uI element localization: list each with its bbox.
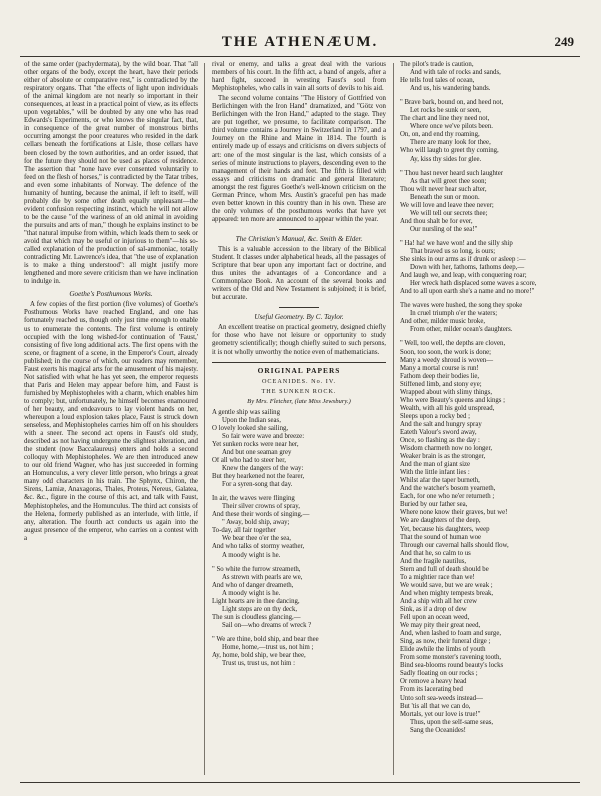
verse-line: Wrapped about with slimy things,: [400, 388, 493, 396]
verse-line: And but one seaman grey: [222, 448, 292, 456]
verse-line: " We are thine, bold ship, and bear thee: [212, 635, 319, 643]
verse-line: Sail on—who dreams of wreck ?: [222, 621, 312, 629]
original-papers-heading: ORIGINAL PAPERS: [257, 365, 341, 375]
verse-line: And us, his wandering bands.: [410, 85, 491, 93]
verse-line: She sinks in our arms as if drunk or asleep :—: [400, 256, 526, 264]
verse-line: Wisdom charmeth now no longer,: [400, 445, 493, 453]
verse-line: Home, home,—trust us, not him ;: [222, 644, 314, 651]
verse-line: A moody wight is he.: [222, 551, 281, 559]
verse-line: Ay, home, bold ship, we bear thee,: [212, 652, 306, 660]
verse-line: But 'tis all that we can do,: [400, 702, 471, 710]
verse-line: We would save, but we are weak ;: [400, 581, 493, 589]
paragraph: This is a valuable accession to the library of the Biblical Student. It classes under alphabetical heads, all the passages of Scripture that bear upon any important fact or doctrine, and thus unites the advantages of a Concordance and a Commonplace Book. An account of the several books and writers of the Old and New Testament is subjoined; it is brief, but accurate.: [212, 245, 386, 302]
series-title: OCEANIDES. No. IV.: [261, 377, 337, 385]
verse-line: As that will greet thee soon;: [410, 177, 487, 185]
verse-line: Their silver crowns of spray,: [222, 503, 300, 511]
verse-line: That braved us so long, is ours;: [410, 247, 496, 255]
verse-line: And a ship with all her crew: [400, 597, 478, 605]
verse-line: And who talks of stormy weather,: [212, 543, 305, 551]
verse-line: Where none know their graves, but we!: [400, 509, 508, 517]
section-heading-useful-geometry: Useful Geometry. By C. Taylor.: [254, 313, 344, 322]
column-3: [400, 61, 578, 779]
verse-line: From its lacerating bed: [400, 686, 463, 694]
verse-line: Or remove a heavy head: [400, 678, 467, 686]
verse-line: Soon, too soon, the work is done;: [400, 348, 492, 356]
poem-byline: By Mrs. Fletcher, (late Miss Jewsbury.): [247, 397, 351, 405]
verse-line: Sadly floating on our rocks ;: [400, 670, 478, 678]
verse-line: Thus, upon the self-same seas,: [410, 718, 494, 726]
verse-line: Who were Beauty's queens and kings ;: [400, 396, 506, 404]
verse-line: And with tale of rocks and sands,: [410, 69, 501, 77]
verse-line: Buried by our father sea,: [400, 501, 468, 509]
paragraph: An excellent treatise on practical geometry, designed chiefly for those who have not leisure or opportunity to study geometry scientifically; though chiefly suited to such persons, it is not wholly unworthy the notice even of mathematicians.: [212, 324, 386, 356]
verse-line: Many a mortal course is run!: [400, 364, 479, 372]
verse-line: Trust us, trust us, not him :: [222, 660, 296, 668]
verse-line: A gentle ship was sailing: [212, 408, 280, 416]
page-header: [20, 34, 580, 54]
column-divider: [393, 63, 394, 775]
verse-line: From some monster's ravening tooth,: [400, 654, 502, 662]
verse-line: Our nursling of the sea!": [410, 225, 478, 233]
poem-verses-continued: [400, 61, 578, 735]
verse-line: And that he, so calm to us: [400, 549, 471, 557]
verse-line: The chart and line they need not,: [400, 115, 490, 123]
column-1: [24, 61, 198, 779]
verse-line: We bear thee o'er the sea,: [222, 535, 291, 543]
verse-line: Unto soft sea-weeds instead—: [400, 694, 483, 702]
verse-line: Mortals, yet our love is true!": [400, 710, 481, 718]
paragraph: rival or enemy, and talks a great deal with the various members of his court. In the fifth act, a band of angels, after a hard fight, succeed in wresting Faust's soul from Mephistopheles, who calls in vain all sorts of devils to his aid.: [212, 61, 386, 93]
poem-title: THE SUNKEN ROCK.: [261, 387, 337, 395]
verse-line: Fathom deep their bodies lie,: [400, 372, 480, 380]
verse-line: We are daughters of the deep,: [400, 517, 481, 525]
verse-line: And the man of giant size: [400, 461, 471, 469]
poem-verses: [212, 409, 386, 668]
verse-line: He tells foul tales of ocean,: [400, 77, 475, 85]
paragraph: The second volume contains "The History of Gottfried von Berlichingen with the Iron Hand" dramatized, and "Götz von Berlichingen with the Iron Hand," adapted to the stage. They are put together, we presume, to facilitate comparison. The third volume contains a Journey in Switzerland in 1797, and a Journey on the Rhine and Maine in 1814. The fourth is entirely made up of essays and criticisms on divers subjects of art: one of the most singular is the last, which consists of a series of minute instructions to players, descending even to the management of their hands and feet. The fifth is filled with essays and criticisms on dramatic and general literature; amongst the rest figures Goethe's well-known criticism on the German Prince, whom Mrs. Austin's graceful pen has made even better known in this country than in his own. These are the only volumes of the posthumous works that have yet appeared: ten more are announced to appear within the year.: [212, 95, 386, 223]
verse-line: Her wreck hath displaced some waves a score,: [410, 280, 537, 288]
verse-line: Stern and full of death should be: [400, 565, 489, 573]
verse-line: And who of danger dreameth,: [212, 581, 294, 589]
verse-line: Let rocks be sunk or seen,: [410, 107, 481, 115]
verse-line: The sun is cloudless glancing,—: [212, 613, 301, 621]
verse-line: But they hearkened not the fearer,: [212, 473, 305, 481]
verse-line: The waves were hushed, the song they spoke: [400, 302, 523, 310]
verse-line: Many a weedy shroud is woven—: [400, 356, 494, 364]
column-divider: [204, 63, 205, 775]
verse-line: And other, milder music broke,: [400, 318, 486, 326]
verse-line: Down with her, fathoms, fathoms deep,—: [410, 264, 525, 272]
verse-line: So fair were wave and breeze:: [222, 432, 305, 440]
verse-line: Beneath the sun or moon.: [410, 193, 480, 201]
verse-line: Eateth Valour's sword away,: [400, 428, 477, 436]
verse-line: To a mightier race than we!: [400, 573, 475, 581]
section-rule: [212, 362, 386, 363]
verse-line: And the salt and hungry spray: [400, 420, 482, 428]
section-heading-goethe: Goethe's Posthumous Works.: [69, 290, 153, 299]
divider: [279, 307, 319, 308]
verse-line: Sang the Oceanides!: [410, 726, 466, 734]
paragraph: of the same order (pachydermata), by the wild boar. That "all other organs of the body, except the heart, have their periods either of absolute or comparative rest," is contradicted by the respiratory organs. That "the effects of light upon individuals of the animal kingdom are not nearly so important in their consequences, at least in a practical point of view, as its effects upon vegetables," will be doubted by any one who has read Edwards's Experiments, or who knows the singular fact, that, in consequence of the great number of monstrous births occurring amongst the poor creatures who resided in the dark cellars beneath the fortifications at Lisle, those cellars have been closed by the town authorities, and an order issued, that for the future they should not be used as places of residence. The assertion that "none have ever consented voluntarily to feed on the flesh of horses," is contradicted by the Tatar tribes, and even some inhabitants of Norway. The defence of the humanity of hunting, because the animal, if left to itself, will probably die by some other death equally unpleasant—the evident confusion respecting instinct, which he will not allow to be the cause "of the wariness of an old animal in avoiding the pursuits and arts of man," though he explains instinct to be "that natural impulse from within, which leads them to seek or avoid that which may be useful or injurious to them"—his so-called explanation of the production of sal-ammoniac, totally contradicting Mr. Lawrence's idea, that "the use of explanation is to make a thing understood": all might justify more lengthened and more severe criticism than we have inclination to indulge in.: [24, 61, 198, 286]
page-number: 249: [554, 34, 574, 49]
verse-line: " Ha! ha! we have won! and the silly ship: [400, 239, 513, 247]
verse-line: Stiffened limb, and stony eye;: [400, 380, 482, 388]
divider: [279, 229, 319, 230]
verse-line: From other, milder ocean's daughters.: [410, 326, 513, 334]
verse-line: Ay, kiss thy sides for glee.: [410, 155, 482, 163]
verse-line: Sing, as now, their funeral dirge ;: [400, 638, 491, 646]
verse-line: And to all upon earth she's a name and no more!": [400, 288, 535, 296]
verse-line: " So white the furrow streameth,: [212, 565, 301, 573]
verse-line: With the little infant lies :: [400, 469, 470, 477]
column-2: [212, 61, 386, 779]
section-heading-christians-manual: The Christian's Manual, &c. Smith & Elder.: [235, 234, 363, 243]
verse-line: Through our cavernal halls should flow,: [400, 541, 509, 549]
verse-line: There are many look for thee,: [410, 139, 491, 147]
verse-line: And the fragile nautilus,: [400, 557, 467, 565]
verse-line: " Away, bold ship, away;: [222, 519, 290, 527]
verse-line: We will tell our secrets thee;: [410, 209, 488, 217]
verse-line: Yet, because his daughters, weep: [400, 525, 490, 533]
verse-line: And, when lashed to foam and surge,: [400, 630, 502, 638]
verse-line: And these their words of singing,—: [212, 511, 310, 519]
footer-rule: [20, 782, 580, 783]
verse-line: That the sound of human woe: [400, 533, 481, 541]
verse-line: " Brave bark, bound on, and heed not,: [400, 99, 504, 107]
verse-line: Each, for one who ne'er returneth ;: [400, 493, 495, 501]
verse-line: We will love and leave thee never;: [400, 201, 494, 209]
verse-line: To-day, all fair together: [212, 527, 277, 535]
verse-line: In cruel triumph o'er the waters;: [410, 310, 498, 318]
verse-line: O lovely looked she sailing,: [212, 424, 289, 432]
verse-line: Yet sunken rocks were near her,: [212, 440, 299, 448]
verse-line: " Thou hast never heard such laughter: [400, 169, 504, 177]
verse-line: And when mighty tempests break,: [400, 589, 494, 597]
verse-line: We may pity their great need,: [400, 622, 481, 630]
verse-line: As strewn with pearls are we,: [222, 573, 303, 581]
verse-line: Knew the dangers of the way:: [222, 465, 304, 473]
verse-line: Whilst afar the taper burneth,: [400, 477, 480, 485]
verse-line: Light steps are on thy deck,: [222, 605, 298, 613]
verse-line: Sink, as if a drop of dew: [400, 606, 467, 613]
paragraph: A few copies of the first portion (five volumes) of Goethe's Posthumous Works have reached England, and one has fortunately reached us, though only just time enough to enable us to enumerate the contents. The first volume is entirely occupied with the long wished-for continuation of 'Faust,' consisting of five long additional acts. The first opens with the scene, or fragment of a scene, in the Emperor's Court, already published; in the course of which, our readers may remember, Faust exerts his magical arts for the amusement of his majesty. Not satisfied with what he has yet seen, the emperor requests that Paris and Helen may appear before him, and Faust is furnished by Mephistopheles with a charm, which enables him to comply; but, unfortunately, he himself becomes enamoured of her beauty, and endeavours to lay violent hands on her, whereupon a loud explosion takes place, Faust is struck down senseless, and Mephistopheles carries him off on his shoulders with a sneer. The second act opens in Faust's old study, described as not having undergone the slightest alteration, and the student (now Baccalaureus) enters and holds a second colloquy with Mephistopheles. We are then introduced anew to our old friend Wagner, who has just succeeded in forming an Homunculus, a very clever little person, who brings a great many odd characters in his train. The Sphynx, Chiron, the Sirens, Lamiæ, Anaxagoras, Thales, Proteus, Nereus, Galatea, &c. &c., figure in the course of this act, and talk with Faust, Mephistopheles, and the Homunculus. The third act consists of the Helena, formerly published as an interlude, with little, if any, alteration. The fourth act conducts us again into the august presence of the emperor, who carries on a contest with a: [24, 301, 198, 542]
verse-line: The pilot's trade is caution,: [400, 61, 474, 68]
verse-line: Where once we've pilots been.: [410, 123, 493, 131]
verse-line: Who will laugh to greet thy coming,: [400, 147, 499, 155]
verse-line: In air, the waves were flinging: [212, 495, 295, 503]
verse-line: Sleeps upon a rocky bed ;: [400, 412, 471, 420]
verse-line: Of all who had to steer her,: [212, 457, 286, 465]
verse-line: Weaker brain is as the stronger,: [400, 453, 486, 461]
verse-line: Elide awhile the limbs of youth: [400, 646, 486, 654]
verse-line: Wealth, with all his gold unspread,: [400, 404, 495, 412]
verse-line: And laugh we, and leap, with conquering roar;: [400, 272, 527, 280]
verse-line: A moody wight is he.: [222, 589, 281, 597]
verse-line: Upon the Indian seas,: [222, 416, 281, 424]
masthead-title: THE ATHENÆUM.: [221, 34, 379, 50]
verse-line: For a syren-song that day.: [222, 481, 293, 489]
verse-line: Light hearts are in thee dancing,: [212, 597, 300, 605]
verse-line: On, on, and end thy roaming,: [400, 131, 480, 139]
verse-line: And the watcher's bosom yearneth,: [400, 485, 496, 493]
verse-line: And thou shalt be for ever,: [400, 217, 473, 225]
verse-line: Bind sea-blooms round beauty's locks: [400, 662, 504, 670]
verse-line: Once, so flashing as the day :: [400, 437, 480, 445]
verse-line: Thou wilt never hear such after,: [400, 185, 487, 193]
verse-line: " Well, too well, the depths are cloven,: [400, 340, 506, 348]
verse-line: Fell upon an ocean weed,: [400, 614, 470, 622]
header-rule: [20, 56, 580, 57]
